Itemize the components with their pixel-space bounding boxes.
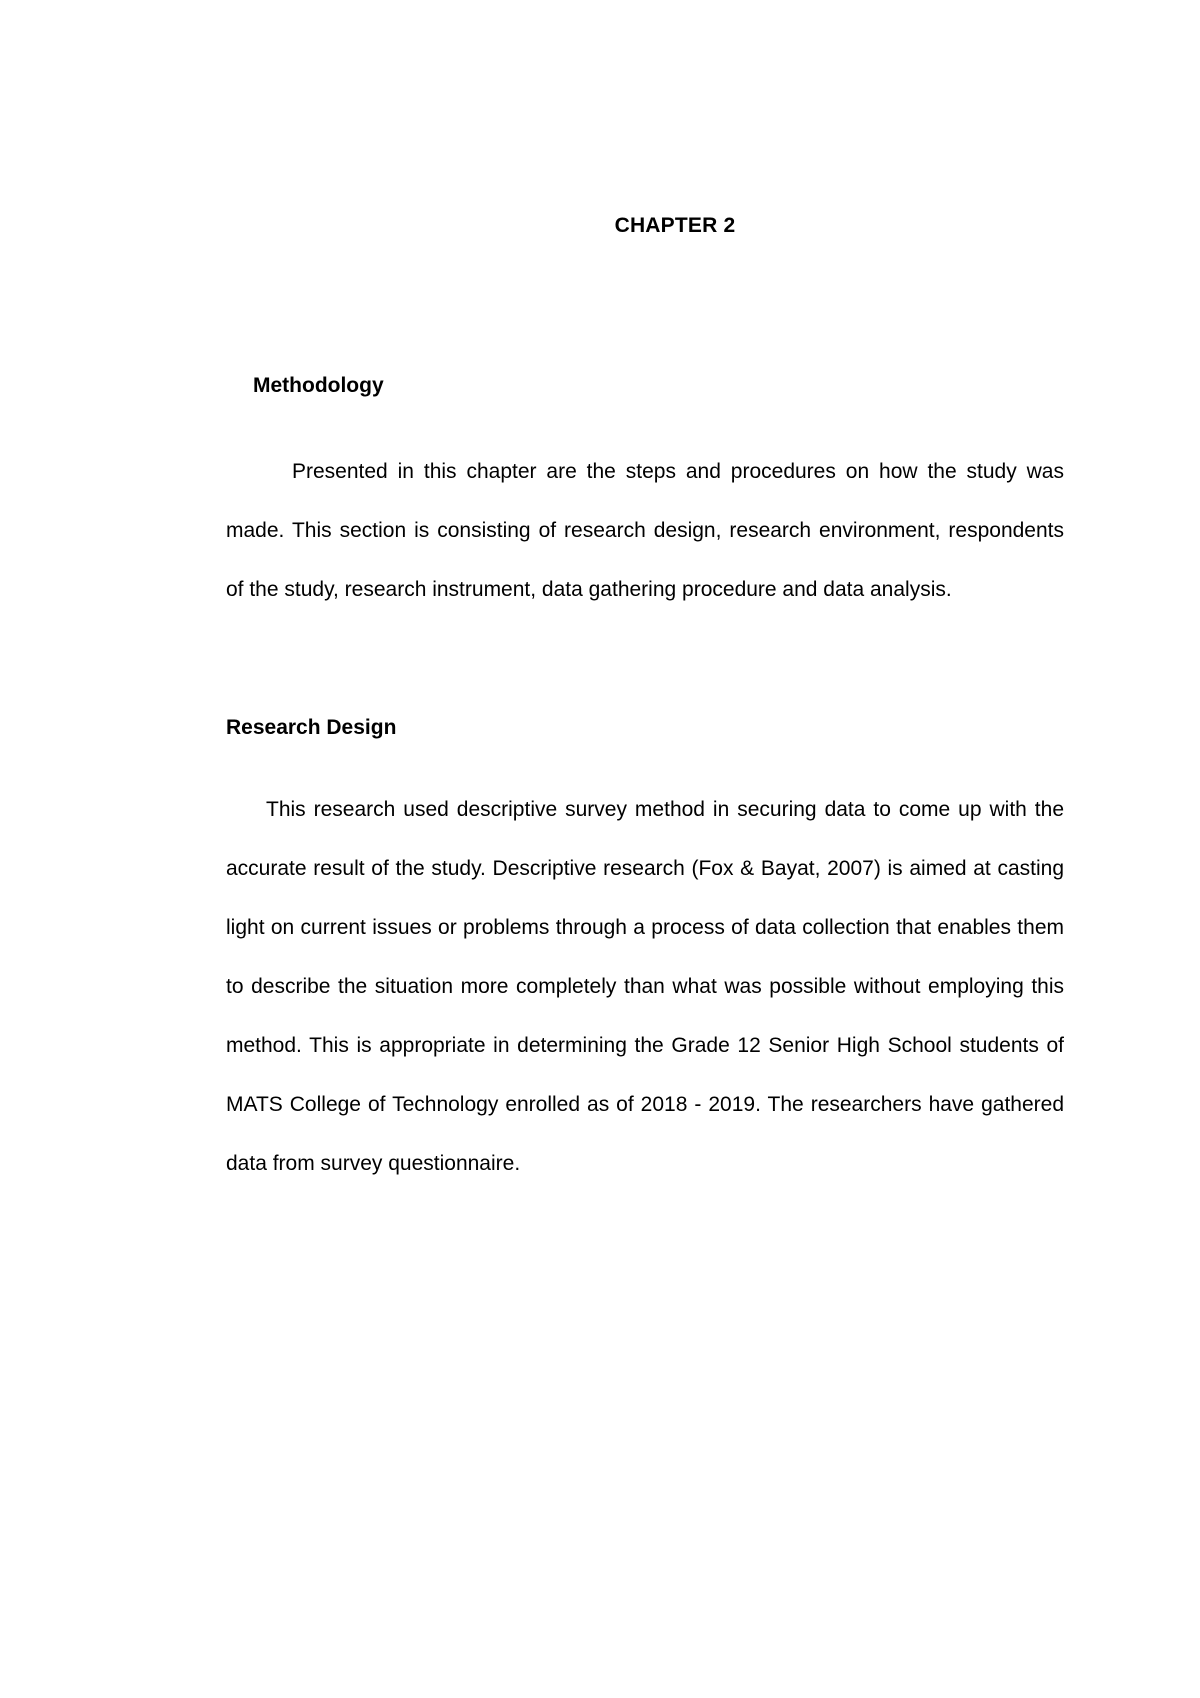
section-heading-research-design: Research Design bbox=[226, 716, 397, 739]
section-heading-methodology: Methodology bbox=[253, 374, 384, 397]
methodology-paragraph: Presented in this chapter are the steps and procedures on how the study was made. This section is consisting of research design, research environment, respondents of the study, research instrument, data gathering procedure and data analysis. bbox=[226, 460, 1064, 601]
chapter-title: CHAPTER 2 bbox=[614, 214, 736, 237]
research-design-paragraph: This research used descriptive survey method in securing data to come up with the accurate result of the study. Descriptive research (Fox & Bayat, 2007) is aimed at casting light on current issues or problems through a process of data collection that enables them to describe the situation more completely than what was possible without employing this method. This is appropriate in determining the Grade 12 Senior High School students of MATS College of Technology enrolled as of 2018 - 2019. The researchers have gathered data from survey questionnaire. bbox=[226, 798, 1064, 1175]
